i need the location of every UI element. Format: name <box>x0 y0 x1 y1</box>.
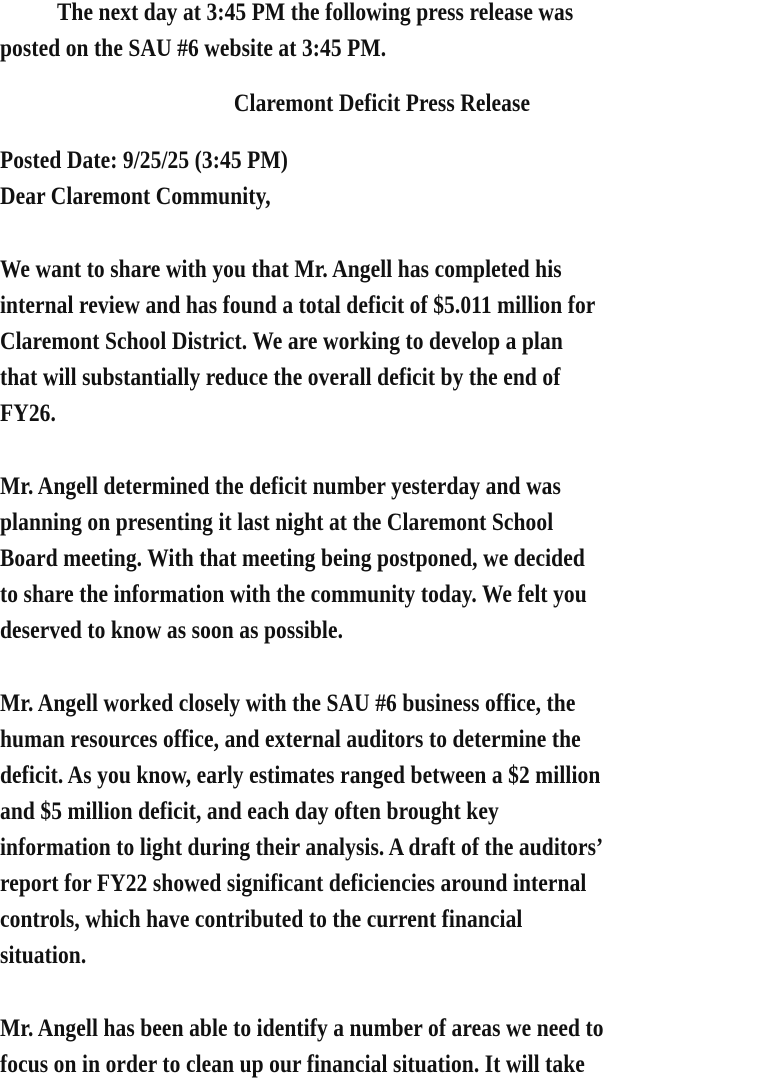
posted-date: Posted Date: 9/25/25 (3:45 PM) <box>0 147 288 174</box>
paragraph-2-line: deserved to know as soon as possible. <box>0 617 344 644</box>
paragraph-3-line: information to light during their analysis. A draft of the auditors’ <box>0 834 604 861</box>
paragraph-4-line: focus on in order to clean up our financial situation. It will take <box>0 1051 585 1078</box>
paragraph-3-line: controls, which have contributed to the current financial <box>0 906 523 933</box>
paragraph-2-line: Mr. Angell determined the deficit number yesterday and was <box>0 473 561 500</box>
paragraph-2-line: planning on presenting it last night at the Claremont School <box>0 509 554 536</box>
salutation: Dear Claremont Community, <box>0 183 271 210</box>
intro-line: posted on the SAU #6 website at 3:45 PM. <box>0 35 387 62</box>
paragraph-3-line: human resources office, and external auditors to determine the <box>0 726 581 753</box>
intro-line: The next day at 3:45 PM the following press release was <box>57 0 574 26</box>
paragraph-3-line: and $5 million deficit, and each day often brought key <box>0 798 499 825</box>
paragraph-1-line: internal review and has found a total deficit of $5.011 million for <box>0 292 596 319</box>
paragraph-3-line: Mr. Angell worked closely with the SAU #6 business office, the <box>0 690 576 717</box>
paragraph-3-line: situation. <box>0 942 87 969</box>
paragraph-1-line: FY26. <box>0 400 56 427</box>
paragraph-2-line: Board meeting. With that meeting being postponed, we decided <box>0 545 585 572</box>
paragraph-3-line: deficit. As you know, early estimates ranged between a $2 million <box>0 762 601 789</box>
paragraph-4-line: Mr. Angell has been able to identify a number of areas we need to <box>0 1015 604 1042</box>
paragraph-1-line: We want to share with you that Mr. Angell has completed his <box>0 256 562 283</box>
paragraph-1-line: that will substantially reduce the overall deficit by the end of <box>0 364 561 391</box>
paragraph-3-line: report for FY22 showed significant deficiencies around internal <box>0 870 587 897</box>
press-release-title: Claremont Deficit Press Release <box>233 90 531 117</box>
paragraph-1-line: Claremont School District. We are working to develop a plan <box>0 328 563 355</box>
paragraph-2-line: to share the information with the community today. We felt you <box>0 581 587 608</box>
